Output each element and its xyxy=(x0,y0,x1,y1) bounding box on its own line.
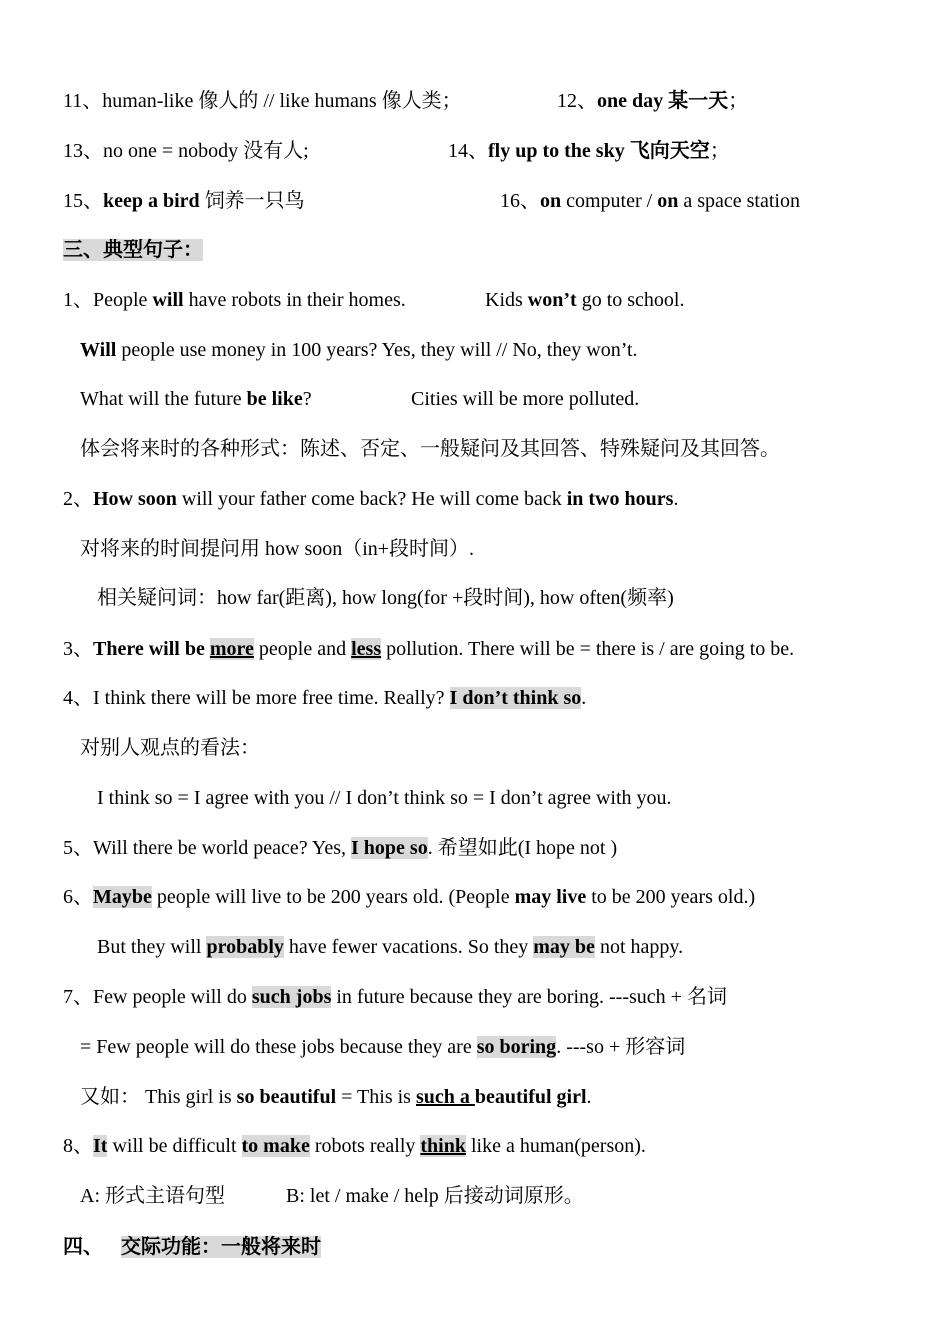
sentence-1-note: 体会将来时的各种形式：陈述、否定、一般疑问及其回答、特殊疑问及其回答。 xyxy=(80,438,780,460)
sentence-5: 5、Will there be world peace? Yes, I hope so. 希望如此(I hope not ) xyxy=(63,837,618,859)
sentence-2-line-2: 对将来的时间提问用 how soon（in+段时间）. xyxy=(80,538,475,560)
sentence-2-line-3: 相关疑问词：how far(距离), how long(for +段时间), how often(频率) xyxy=(97,587,674,609)
sentence-2-line-1: 2、How soon will your father come back? He will come back in two hours. xyxy=(63,488,679,510)
sentence-7-line-2: = Few people will do these jobs because they are so boring. ---so + 形容词 xyxy=(80,1036,686,1058)
section-3-heading: 三、典型句子： xyxy=(63,239,203,261)
vocab-item-13: 13、no one = nobody 没有人; xyxy=(63,140,309,162)
sentence-6-line-1: 6、Maybe people will live to be 200 years old. (People may live to be 200 years old.) xyxy=(63,886,756,908)
sentence-1-line-1b: Kids won’t go to school. xyxy=(485,289,685,311)
sentence-4-line-2: 对别人观点的看法： xyxy=(80,737,260,759)
sentence-1-line-3b: Cities will be more polluted. xyxy=(411,388,640,410)
vocab-item-12: 12、one day 某一天； xyxy=(557,90,749,112)
sentence-8-line-2b: B: let / make / help 后接动词原形。 xyxy=(286,1185,584,1207)
vocab-item-15: 15、keep a bird 饲养一只鸟 xyxy=(63,190,305,212)
section-4-heading: 四、 xyxy=(63,1236,103,1258)
sentence-8-line-2a: A: 形式主语句型 xyxy=(80,1185,225,1207)
sentence-1-line-2: Will people use money in 100 years? Yes, they will // No, they won’t. xyxy=(80,339,638,361)
sentence-7-line-3: 又如： This girl is so beautiful = This is such a beautiful girl. xyxy=(80,1086,592,1108)
sentence-1-line-1: 1、People will have robots in their homes. xyxy=(63,289,406,311)
vocab-item-14: 14、fly up to the sky 飞向天空； xyxy=(448,140,730,162)
sentence-4-line-3: I think so = I agree with you // I don’t think so = I don’t agree with you. xyxy=(97,787,672,809)
sentence-4-line-1: 4、I think there will be more free time. Really? I don’t think so. xyxy=(63,687,587,709)
sentence-7-line-1: 7、Few people will do such jobs in future because they are boring. ---such + 名词 xyxy=(63,986,727,1008)
sentence-6-line-2: But they will probably have fewer vacations. So they may be not happy. xyxy=(97,936,684,958)
vocab-item-11: 11、human-like 像人的 // like humans 像人类； xyxy=(63,90,462,112)
sentence-8-line-1: 8、It will be difficult to make robots really think like a human(person). xyxy=(63,1135,646,1157)
section-4-title: 交际功能：一般将来时 xyxy=(121,1236,321,1258)
sentence-1-line-3: What will the future be like? xyxy=(80,388,312,410)
sentence-3: 3、There will be more people and less pollution. There will be = there is / are going to be. xyxy=(63,638,795,660)
vocab-item-16: 16、on computer / on a space station xyxy=(500,190,800,212)
